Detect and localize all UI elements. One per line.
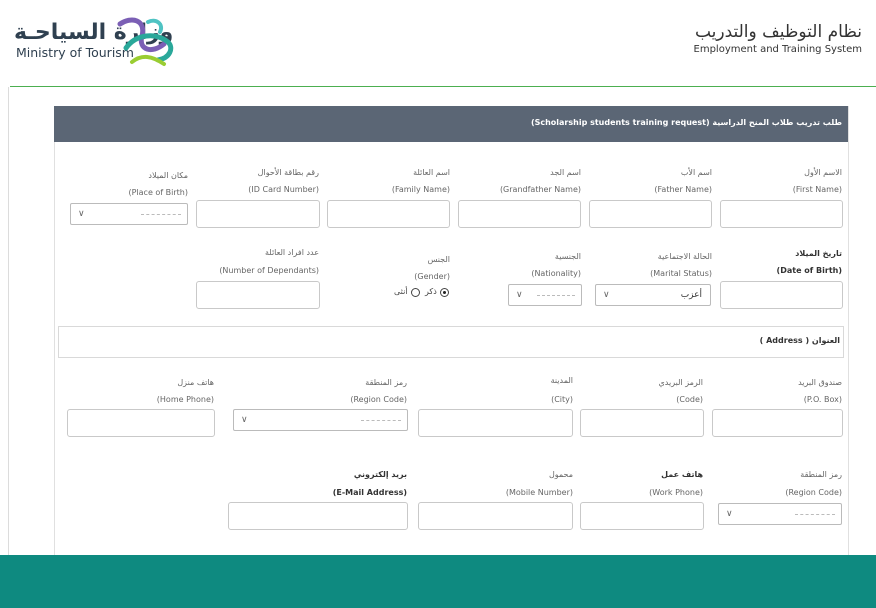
region-code-label-en: (Region Code)	[350, 395, 407, 404]
place-of-birth-select[interactable]	[70, 203, 188, 225]
first-name-label-en: (First Name)	[792, 185, 842, 194]
gender-label-ar: الجنس	[427, 255, 450, 264]
address-section-title: العنوان ( Address )	[759, 336, 840, 345]
work-phone-label-en: (Work Phone)	[649, 488, 703, 497]
grandfather-name-label-ar: اسم الجد	[550, 168, 581, 177]
gender-label-en: (Gender)	[414, 272, 450, 281]
select-placeholder	[141, 214, 181, 215]
date-of-birth-label-en: (Date of Birth)	[776, 266, 842, 275]
mobile-label-en: (Mobile Number)	[505, 488, 573, 497]
select-placeholder	[361, 420, 401, 421]
gender-female-radio[interactable]	[411, 288, 420, 297]
chevron-down-icon: ∨	[241, 415, 248, 425]
email-label-en: (E-Mail Address)	[332, 488, 407, 497]
work-phone-input[interactable]	[580, 502, 704, 530]
nationality-select[interactable]	[508, 284, 582, 306]
ministry-logo-icon	[112, 14, 180, 70]
family-name-label-en: (Family Name)	[391, 185, 450, 194]
footer-bar	[0, 555, 876, 608]
postal-code-label-ar: الرمز البريدي	[658, 378, 703, 387]
mobile-input[interactable]	[418, 502, 573, 530]
dependants-label-en: (Number of Dependants)	[219, 266, 319, 275]
panel-title: طلب تدريب طلاب المنح الدراسية (Scholarship students training request)	[530, 118, 842, 127]
po-box-label-ar: صندوق البريد	[798, 378, 842, 387]
system-name-en: Employment and Training System	[693, 44, 862, 55]
father-name-input[interactable]	[589, 200, 712, 228]
marital-status-label-en: (Marital Status)	[650, 269, 712, 278]
city-input[interactable]	[418, 409, 573, 437]
grandfather-name-input[interactable]	[458, 200, 581, 228]
region-code-label-ar: رمز المنطقة	[365, 378, 407, 387]
nationality-label-en: (Nationality)	[531, 269, 581, 278]
city-label-ar: المدينة	[550, 376, 573, 385]
first-name-label-ar: الاسم الأول	[804, 168, 842, 177]
id-card-label-ar: رقم بطاقة الأحوال	[257, 168, 319, 177]
home-phone-label-en: (Home Phone)	[156, 395, 214, 404]
chevron-down-icon: ∨	[603, 290, 610, 300]
dependants-label-ar: عدد افراد العائلة	[265, 248, 319, 257]
chevron-down-icon: ∨	[516, 290, 523, 300]
system-name-ar: نظام التوظيف والتدريب	[694, 22, 862, 42]
ministry-name-ar: وزارة السياحـة	[14, 20, 174, 45]
grandfather-name-label-en: (Grandfather Name)	[499, 185, 581, 194]
email-label-ar: بريد إلكتروني	[353, 470, 407, 479]
region-code-2-select[interactable]	[718, 503, 842, 525]
city-label-en: (City)	[551, 395, 573, 404]
select-placeholder	[537, 295, 575, 296]
gender-male-radio[interactable]	[440, 288, 449, 297]
region-code-select[interactable]	[233, 409, 408, 431]
place-of-birth-label-en: (Place of Birth)	[128, 188, 188, 197]
date-of-birth-label-ar: تاريخ الميلاد	[795, 249, 842, 258]
header-divider	[10, 86, 876, 87]
postal-code-label-en: (Code)	[676, 395, 703, 404]
region-code-2-label-en: (Region Code)	[785, 488, 842, 497]
gender-female-label: أنثى	[394, 287, 408, 296]
po-box-label-en: (P.O. Box)	[803, 395, 842, 404]
marital-status-select[interactable]	[595, 284, 711, 306]
date-of-birth-input[interactable]	[720, 281, 843, 309]
po-box-input[interactable]	[712, 409, 843, 437]
work-phone-label-ar: هاتف عمل	[661, 470, 703, 479]
postal-code-input[interactable]	[580, 409, 704, 437]
address-section-header	[58, 326, 844, 358]
home-phone-input[interactable]	[67, 409, 215, 437]
select-placeholder	[795, 514, 835, 515]
id-card-input[interactable]	[196, 200, 320, 228]
chevron-down-icon: ∨	[78, 209, 85, 219]
chevron-down-icon: ∨	[726, 509, 733, 519]
place-of-birth-label-ar: مكان الميلاد	[148, 171, 188, 180]
family-name-input[interactable]	[327, 200, 450, 228]
father-name-label-en: (Father Name)	[654, 185, 712, 194]
gender-male-label: ذكر	[425, 287, 437, 296]
dependants-input[interactable]	[196, 281, 320, 309]
ministry-name-en: Ministry of Tourism	[16, 45, 134, 60]
region-code-2-label-ar: رمز المنطقة	[800, 470, 842, 479]
email-input[interactable]	[228, 502, 408, 530]
nationality-label-ar: الجنسية	[554, 252, 581, 261]
family-name-label-ar: اسم العائلة	[413, 168, 450, 177]
home-phone-label-ar: هاتف منزل	[177, 378, 214, 387]
first-name-input[interactable]	[720, 200, 843, 228]
marital-status-label-ar: الحالة الاجتماعية	[657, 252, 712, 261]
id-card-label-en: (ID Card Number)	[248, 185, 319, 194]
father-name-label-ar: اسم الأب	[680, 168, 712, 177]
mobile-label-ar: محمول	[548, 470, 573, 479]
marital-status-value: أعزب	[680, 290, 702, 300]
left-divider	[8, 87, 9, 557]
